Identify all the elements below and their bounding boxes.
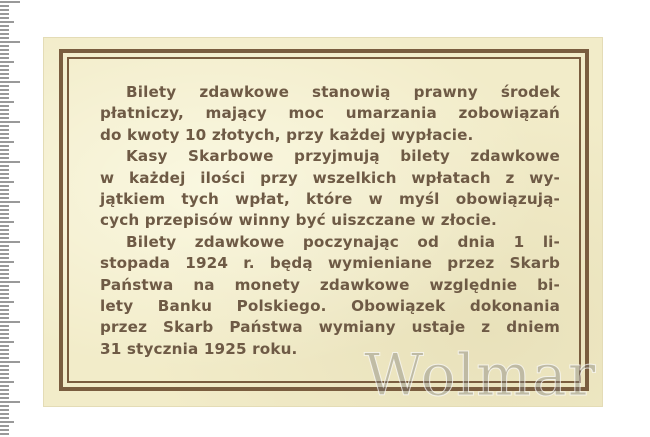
text-line: 31 stycznia 1925 roku. <box>100 339 298 358</box>
text-line: w każdej ilości przy wszelkich wpłatach z wy- <box>100 168 560 187</box>
text-line: płatniczy, mający moc umarzania zobowiązań <box>100 104 560 123</box>
text-line: do kwoty 10 złotych, przy każdej wypłacie. <box>100 125 474 144</box>
text-line: Państwa na monety zdawkowe względnie bi- <box>100 275 560 294</box>
text-line: stopada 1924 r. będą wymieniane przez Skarb <box>100 254 560 273</box>
text-line: przez Skarb Państwa wymiany ustaje z dniem <box>100 318 560 337</box>
text-line: jątkiem tych wpłat, które w myśl obowiązują- <box>100 190 560 209</box>
wolmar-watermark: Wolmar <box>364 341 597 409</box>
text-line: Kasy Skarbowe przyjmują bilety zdawkowe <box>126 147 560 166</box>
text-line: cych przepisów winny być uiszczane w złocie. <box>100 211 497 230</box>
text-line: Bilety zdawkowe poczynając od dnia 1 li- <box>126 232 560 251</box>
text-line: lety Banku Polskiego. Obowiązek dokonania <box>100 297 560 316</box>
note-text <box>100 82 560 360</box>
text-line: Bilety zdawkowe stanowią prawny środek <box>126 83 560 101</box>
scale-ruler <box>0 0 24 437</box>
